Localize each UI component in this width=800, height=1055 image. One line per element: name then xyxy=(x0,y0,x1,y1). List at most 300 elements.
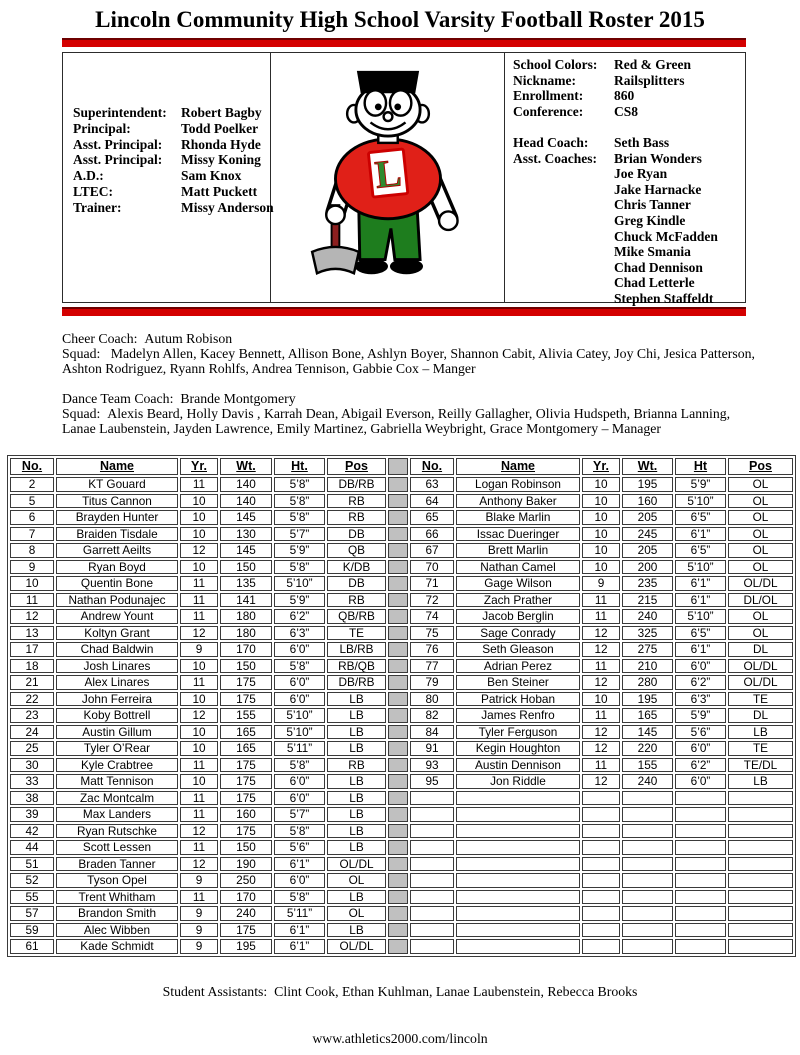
spacer-cell xyxy=(388,527,408,542)
spacer-cell xyxy=(388,494,408,509)
roster-cell: LB/RB xyxy=(327,642,386,657)
roster-cell: 93 xyxy=(410,758,454,773)
cheer-squad-names: Madelyn Allen, Kacey Bennett, Allison Bone, Ashlyn Boyer, Shannon Cabit, Alivia Catey, Joy Chi, Jesica Patterson, Ashton Rodriguez, Ryann Rohlfs, Andrea Tennison, Gabbie Cox – Manger xyxy=(62,346,755,377)
header-info-boxes xyxy=(62,52,746,306)
roster-cell xyxy=(582,857,620,872)
roster-cell: 160 xyxy=(622,494,673,509)
roster-cell: 10 xyxy=(582,560,620,575)
roster-cell: Patrick Hoban xyxy=(456,692,580,707)
table-row xyxy=(10,857,793,872)
table-row xyxy=(10,494,793,509)
roster-cell: 6’0” xyxy=(675,741,726,756)
spacer-cell xyxy=(388,477,408,492)
roster-cell: 6 xyxy=(10,510,54,525)
school-box xyxy=(505,53,745,306)
info-line: Chuck McFadden xyxy=(614,228,718,244)
roster-cell: 6’1” xyxy=(274,923,325,938)
table-row xyxy=(10,890,793,905)
roster-cell: Zac Montcalm xyxy=(56,791,178,806)
spacer-cell xyxy=(388,725,408,740)
roster-cell: 66 xyxy=(410,527,454,542)
info-line: Superintendent: Robert Bagby xyxy=(73,105,262,120)
spacer-cell xyxy=(388,692,408,707)
roster-cell: 64 xyxy=(410,494,454,509)
roster-cell: Scott Lessen xyxy=(56,840,178,855)
roster-cell: 52 xyxy=(10,873,54,888)
roster-cell: 130 xyxy=(220,527,272,542)
roster-cell: OL/DL xyxy=(728,675,793,690)
info-line: Chris Tanner xyxy=(614,197,691,213)
roster-cell: 175 xyxy=(220,692,272,707)
roster-cell xyxy=(410,857,454,872)
roster-cell: Yr. xyxy=(582,458,620,475)
roster-cell: 5’11” xyxy=(274,906,325,921)
info-line: Stephen Staffeldt xyxy=(614,290,714,306)
roster-cell: Titus Cannon xyxy=(56,494,178,509)
info-line: School Colors: Red & Green xyxy=(513,57,691,72)
roster-cell: 175 xyxy=(220,774,272,789)
roster-cell: 5’8” xyxy=(274,477,325,492)
roster-cell: 12 xyxy=(582,626,620,641)
roster-cell: 12 xyxy=(180,543,218,558)
roster-cell: 200 xyxy=(622,560,673,575)
roster-cell: Pos xyxy=(728,458,793,475)
roster-cell xyxy=(622,873,673,888)
roster-cell: 5’8” xyxy=(274,890,325,905)
roster-cell xyxy=(728,906,793,921)
roster-cell: 5’8” xyxy=(274,758,325,773)
roster-cell: 10 xyxy=(582,692,620,707)
roster-cell: LB xyxy=(728,774,793,789)
red-divider-top xyxy=(62,38,746,47)
roster-cell xyxy=(622,857,673,872)
roster-cell: 59 xyxy=(10,923,54,938)
roster-cell: 55 xyxy=(10,890,54,905)
dance-coach-line xyxy=(62,391,764,406)
cheer-squad-block xyxy=(62,331,764,377)
roster-cell: 39 xyxy=(10,807,54,822)
roster-cell: Tyson Opel xyxy=(56,873,178,888)
spacer-cell xyxy=(388,543,408,558)
roster-cell: 150 xyxy=(220,659,272,674)
table-row xyxy=(10,708,793,723)
spacer-cell xyxy=(388,923,408,938)
roster-cell: 275 xyxy=(622,642,673,657)
roster-cell: 140 xyxy=(220,494,272,509)
roster-cell: 42 xyxy=(10,824,54,839)
roster-cell: 82 xyxy=(410,708,454,723)
roster-cell: 12 xyxy=(10,609,54,624)
roster-cell: LB xyxy=(327,890,386,905)
roster-cell: 5’8” xyxy=(274,494,325,509)
info-line: Trainer: Missy Anderson xyxy=(73,199,274,215)
roster-cell xyxy=(728,791,793,806)
roster-cell: 5’9” xyxy=(675,708,726,723)
school-rows xyxy=(513,57,741,119)
roster-cell: 175 xyxy=(220,758,272,773)
roster-cell: 21 xyxy=(10,675,54,690)
roster-cell: OL xyxy=(327,873,386,888)
info-line: Chad Letterle xyxy=(614,275,695,291)
roster-cell xyxy=(456,873,580,888)
roster-cell: OL xyxy=(728,510,793,525)
roster-table-head xyxy=(10,458,793,475)
staff-box xyxy=(63,53,274,302)
roster-cell: DB xyxy=(327,527,386,542)
roster-cell: 250 xyxy=(220,873,272,888)
roster-cell: Max Landers xyxy=(56,807,178,822)
roster-cell: LB xyxy=(327,741,386,756)
roster-cell: OL xyxy=(728,626,793,641)
table-row xyxy=(10,510,793,525)
roster-cell: 5 xyxy=(10,494,54,509)
roster-cell xyxy=(675,807,726,822)
roster-cell: Nathan Podunajec xyxy=(56,593,178,608)
info-line: Chad Dennison xyxy=(614,259,703,275)
roster-cell: Tyler Ferguson xyxy=(456,725,580,740)
roster-cell: Braden Tanner xyxy=(56,857,178,872)
roster-cell: 6’1” xyxy=(274,939,325,954)
roster-cell: 11 xyxy=(180,675,218,690)
roster-cell: OL xyxy=(728,560,793,575)
roster-cell: 165 xyxy=(622,708,673,723)
roster-cell: 150 xyxy=(220,840,272,855)
roster-cell: 210 xyxy=(622,659,673,674)
roster-cell: K/DB xyxy=(327,560,386,575)
roster-section xyxy=(7,455,796,957)
roster-cell: 175 xyxy=(220,791,272,806)
roster-cell xyxy=(622,824,673,839)
info-line: Conference: CS8 xyxy=(513,103,639,119)
roster-cell: 155 xyxy=(220,708,272,723)
roster-cell: 10 xyxy=(180,494,218,509)
roster-cell xyxy=(622,791,673,806)
dance-squad-line xyxy=(62,406,730,436)
roster-cell: 170 xyxy=(220,890,272,905)
roster-cell: 9 xyxy=(180,642,218,657)
spacer-cell xyxy=(388,857,408,872)
roster-cell xyxy=(675,923,726,938)
roster-cell: 6’2” xyxy=(675,758,726,773)
roster-cell: 11 xyxy=(582,593,620,608)
roster-cell xyxy=(582,840,620,855)
roster-cell: Quentin Bone xyxy=(56,576,178,591)
roster-cell xyxy=(410,807,454,822)
roster-cell: 2 xyxy=(10,477,54,492)
roster-cell xyxy=(728,923,793,938)
roster-cell: 170 xyxy=(220,642,272,657)
table-row xyxy=(10,543,793,558)
roster-cell: TE xyxy=(327,626,386,641)
spacer-cell xyxy=(388,708,408,723)
roster-cell: 11 xyxy=(10,593,54,608)
roster-cell: 38 xyxy=(10,791,54,806)
roster-cell: 240 xyxy=(622,774,673,789)
table-row xyxy=(10,774,793,789)
roster-cell: Brandon Smith xyxy=(56,906,178,921)
roster-cell: 33 xyxy=(10,774,54,789)
roster-cell: 10 xyxy=(180,659,218,674)
roster-cell: 12 xyxy=(180,626,218,641)
roster-cell: OL/DL xyxy=(327,857,386,872)
roster-cell: LB xyxy=(728,725,793,740)
roster-cell: 6’0” xyxy=(675,659,726,674)
roster-cell: OL/DL xyxy=(728,576,793,591)
roster-cell: 5’6” xyxy=(274,840,325,855)
roster-cell xyxy=(728,857,793,872)
roster-cell: DB/RB xyxy=(327,675,386,690)
dance-squad-names: Alexis Beard, Holly Davis , Karrah Dean, Abigail Everson, Reilly Gallagher, Olivia Hudspeth, Brianna Lanning, Lanae Laubenstein, Jayden Lawrence, Emily Martinez, Gabriella Weybright, Grace Montgomery – Manager xyxy=(62,406,731,437)
roster-cell: TE/DL xyxy=(728,758,793,773)
spacer-cell xyxy=(388,791,408,806)
roster-cell xyxy=(582,807,620,822)
roster-cell: 67 xyxy=(410,543,454,558)
roster-cell xyxy=(728,824,793,839)
roster-cell xyxy=(410,923,454,938)
roster-cell: 5’8” xyxy=(274,510,325,525)
table-row xyxy=(10,840,793,855)
spacer-cell xyxy=(388,807,408,822)
roster-cell: Ryan Boyd xyxy=(56,560,178,575)
table-row xyxy=(10,477,793,492)
roster-cell: 5’9” xyxy=(675,477,726,492)
roster-cell: 10 xyxy=(180,692,218,707)
roster-cell: 9 xyxy=(180,939,218,954)
roster-cell xyxy=(675,824,726,839)
spacer-cell xyxy=(388,824,408,839)
header-row xyxy=(10,458,793,475)
student-assistants-names: Clint Cook, Ethan Kuhlman, Lanae Laubenstein, Rebecca Brooks xyxy=(274,984,638,999)
roster-cell: 10 xyxy=(180,527,218,542)
roster-cell: 25 xyxy=(10,741,54,756)
roster-cell: Nathan Camel xyxy=(456,560,580,575)
roster-cell: 79 xyxy=(410,675,454,690)
roster-cell: LB xyxy=(327,708,386,723)
roster-cell xyxy=(456,890,580,905)
roster-cell: 150 xyxy=(220,560,272,575)
roster-cell: 12 xyxy=(582,725,620,740)
info-line: Greg Kindle xyxy=(614,212,686,228)
roster-cell: 11 xyxy=(582,609,620,624)
roster-cell xyxy=(622,906,673,921)
roster-cell: 10 xyxy=(180,725,218,740)
roster-cell: 195 xyxy=(622,692,673,707)
roster-cell: RB xyxy=(327,593,386,608)
roster-cell: 180 xyxy=(220,626,272,641)
roster-cell: Matt Tennison xyxy=(56,774,178,789)
svg-text:L: L xyxy=(372,151,403,197)
roster-cell: 5’10” xyxy=(274,725,325,740)
spacer-cell xyxy=(388,741,408,756)
roster-cell: TE xyxy=(728,692,793,707)
roster-cell xyxy=(456,857,580,872)
roster-cell: 325 xyxy=(622,626,673,641)
roster-cell: LB xyxy=(327,791,386,806)
roster-cell xyxy=(675,791,726,806)
roster-cell: OL xyxy=(728,477,793,492)
roster-cell: James Renfro xyxy=(456,708,580,723)
roster-cell: 10 xyxy=(180,774,218,789)
roster-cell: 10 xyxy=(180,510,218,525)
roster-cell: 12 xyxy=(582,675,620,690)
roster-cell xyxy=(410,890,454,905)
roster-cell: 11 xyxy=(180,609,218,624)
table-row xyxy=(10,609,793,624)
table-row xyxy=(10,741,793,756)
roster-cell: 12 xyxy=(582,642,620,657)
spacer-cell xyxy=(388,939,408,954)
roster-cell: 65 xyxy=(410,510,454,525)
roster-cell: 6’0” xyxy=(274,642,325,657)
roster-cell xyxy=(728,840,793,855)
roster-cell: 9 xyxy=(180,906,218,921)
roster-cell: 61 xyxy=(10,939,54,954)
roster-cell: Adrian Perez xyxy=(456,659,580,674)
spacer-cell xyxy=(388,576,408,591)
table-row xyxy=(10,939,793,954)
roster-cell: Zach Prather xyxy=(456,593,580,608)
roster-cell: 6’0” xyxy=(274,675,325,690)
roster-cell: 5’8” xyxy=(274,659,325,674)
roster-cell: RB xyxy=(327,510,386,525)
roster-cell: 80 xyxy=(410,692,454,707)
roster-cell: 91 xyxy=(410,741,454,756)
roster-cell: 10 xyxy=(582,477,620,492)
roster-cell: 23 xyxy=(10,708,54,723)
roster-cell xyxy=(410,824,454,839)
roster-cell xyxy=(675,939,726,954)
roster-cell xyxy=(456,807,580,822)
roster-cell xyxy=(728,939,793,954)
roster-cell: 175 xyxy=(220,923,272,938)
roster-cell xyxy=(675,873,726,888)
dance-squad-block xyxy=(62,391,764,437)
roster-cell: 44 xyxy=(10,840,54,855)
roster-cell: 145 xyxy=(622,725,673,740)
roster-cell: 51 xyxy=(10,857,54,872)
red-divider-bottom xyxy=(62,307,746,316)
roster-cell xyxy=(582,906,620,921)
roster-cell: Koltyn Grant xyxy=(56,626,178,641)
roster-cell: Yr. xyxy=(180,458,218,475)
roster-cell: 22 xyxy=(10,692,54,707)
roster-cell xyxy=(582,939,620,954)
roster-cell: Austin Gillum xyxy=(56,725,178,740)
roster-cell xyxy=(622,923,673,938)
table-row xyxy=(10,659,793,674)
table-row xyxy=(10,873,793,888)
table-row xyxy=(10,593,793,608)
cheer-squad-line xyxy=(62,346,755,376)
roster-cell: 145 xyxy=(220,510,272,525)
roster-cell: 135 xyxy=(220,576,272,591)
spacer-cell xyxy=(388,609,408,624)
roster-cell: QB xyxy=(327,543,386,558)
info-line: Nickname: Railsplitters xyxy=(513,72,685,88)
roster-cell: 245 xyxy=(622,527,673,542)
roster-cell: Gage Wilson xyxy=(456,576,580,591)
spacer-cell xyxy=(388,659,408,674)
roster-cell: Sage Conrady xyxy=(456,626,580,641)
student-assistants-label: Student Assistants: xyxy=(162,984,268,999)
roster-cell: OL xyxy=(728,543,793,558)
roster-cell: 220 xyxy=(622,741,673,756)
roster-cell: 5’10” xyxy=(274,708,325,723)
roster-cell: Kegin Houghton xyxy=(456,741,580,756)
info-line: Asst. Principal: Missy Koning xyxy=(73,152,261,168)
roster-cell: 12 xyxy=(180,857,218,872)
roster-cell: 175 xyxy=(220,675,272,690)
roster-cell: Alec Wibben xyxy=(56,923,178,938)
roster-cell: 11 xyxy=(180,807,218,822)
roster-cell: 175 xyxy=(220,824,272,839)
roster-cell: 195 xyxy=(220,939,272,954)
roster-cell: Alex Linares xyxy=(56,675,178,690)
info-line: Enrollment: 860 xyxy=(513,88,635,104)
website-text: www.athletics2000.com/lincoln xyxy=(312,1031,488,1046)
roster-cell: 160 xyxy=(220,807,272,822)
roster-cell: 6’1” xyxy=(675,527,726,542)
roster-cell: LB xyxy=(327,824,386,839)
roster-cell: DB xyxy=(327,576,386,591)
roster-cell xyxy=(456,824,580,839)
roster-cell: Braiden Tisdale xyxy=(56,527,178,542)
roster-cell xyxy=(410,791,454,806)
roster-cell: 6’1” xyxy=(675,576,726,591)
spacer-cell xyxy=(388,510,408,525)
roster-cell: 12 xyxy=(180,708,218,723)
roster-cell xyxy=(622,939,673,954)
staff-rows xyxy=(73,105,274,216)
table-row xyxy=(10,576,793,591)
roster-cell: 11 xyxy=(582,659,620,674)
roster-cell: 10 xyxy=(180,560,218,575)
roster-cell: 13 xyxy=(10,626,54,641)
roster-cell xyxy=(582,923,620,938)
roster-cell xyxy=(728,890,793,905)
info-line: Principal: Todd Poelker xyxy=(73,120,259,136)
roster-cell: 12 xyxy=(180,824,218,839)
roster-cell: 6’0” xyxy=(675,774,726,789)
roster-cell: 70 xyxy=(410,560,454,575)
roster-cell: LB xyxy=(327,774,386,789)
table-row xyxy=(10,675,793,690)
roster-cell: 10 xyxy=(180,741,218,756)
roster-cell: Anthony Baker xyxy=(456,494,580,509)
student-assistants-line xyxy=(0,984,800,1000)
roster-cell: 11 xyxy=(180,477,218,492)
mascot-box xyxy=(271,53,505,302)
roster-cell: 280 xyxy=(622,675,673,690)
roster-cell: OL/DL xyxy=(327,939,386,954)
info-line: A.D.: Sam Knox xyxy=(73,168,242,184)
roster-cell: 6’1” xyxy=(675,593,726,608)
roster-cell: Koby Bottrell xyxy=(56,708,178,723)
roster-cell: LB xyxy=(327,840,386,855)
roster-cell: Ben Steiner xyxy=(456,675,580,690)
table-row xyxy=(10,906,793,921)
roster-cell: 76 xyxy=(410,642,454,657)
roster-cell: 63 xyxy=(410,477,454,492)
roster-cell: Kade Schmidt xyxy=(56,939,178,954)
roster-cell: 7 xyxy=(10,527,54,542)
table-row xyxy=(10,758,793,773)
roster-cell: Seth Gleason xyxy=(456,642,580,657)
roster-cell xyxy=(675,890,726,905)
info-line: Head Coach: Seth Bass xyxy=(513,134,670,150)
roster-cell: QB/RB xyxy=(327,609,386,624)
roster-cell xyxy=(456,840,580,855)
